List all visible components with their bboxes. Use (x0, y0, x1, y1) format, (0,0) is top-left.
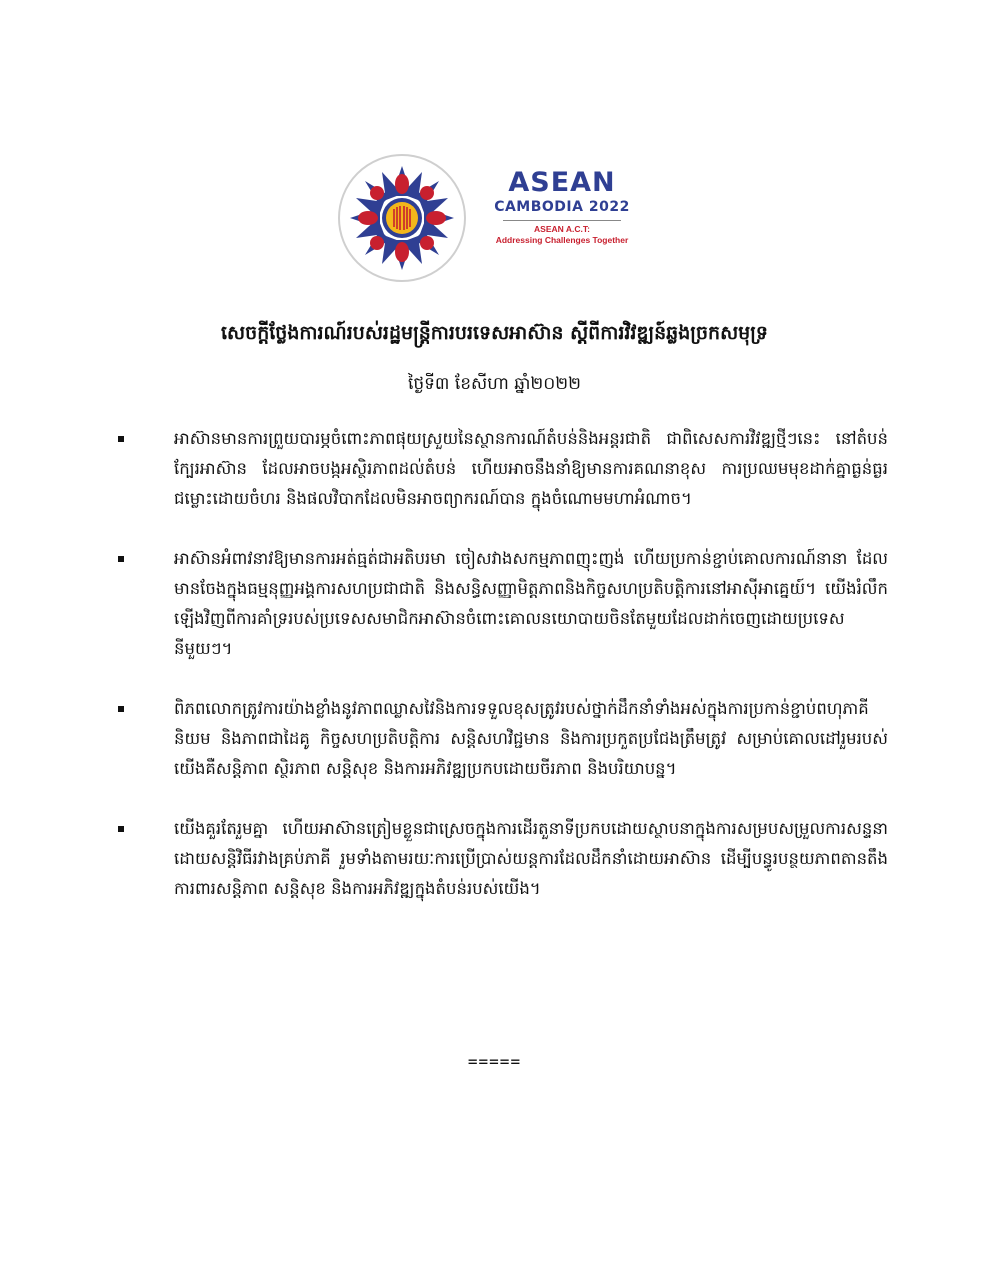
statement-list (118, 424, 888, 934)
brand-subtitle: CAMBODIA 2022 (494, 199, 630, 215)
statement-item (118, 814, 888, 904)
statement-item (118, 694, 888, 784)
brand-block (482, 168, 642, 246)
brand-name: ASEAN (508, 167, 616, 198)
bullet-square-icon (118, 556, 124, 562)
statement-text: ពិភពលោកត្រូវការយ៉ាងខ្លាំងនូវភាពឈ្លាសវៃនិងការទទួលខុសត្រូវរបស់ថ្នាក់ដឹកនាំទាំងអស់ក្នុងការប្រកាន់ខ្ជាប់ពហុភាគីនិយម និងភាពជាដៃគូ កិច្ចសហប្រតិបត្តិការ សន្តិសហវិជ្ជមាន និងការប្រកួតប្រជែងត្រឹមត្រូវ សម្រាប់គោលដៅរួមរបស់យើងគឺសន្តិភាព ស្ថិរភាព សន្តិសុខ និងការអភិវឌ្ឍប្រកបដោយចីរភាព និងបរិយាបន្ន។ (174, 699, 888, 778)
statement-item (118, 544, 888, 664)
document-title: សេចក្តីថ្លែងការណ៍របស់រដ្ឋមន្ត្រីការបរទេសអាស៊ាន ស្តីពីការវិវឌ្ឍន៍ឆ្លងច្រកសមុទ្រ (221, 322, 768, 344)
statement-text: យើងគួរតែរួមគ្នា ហើយអាស៊ានត្រៀមខ្លួនជាស្រេចក្នុងការដើរតួនាទីប្រកបដោយស្ថាបនាក្នុងការសម្របសម្រួលការសន្ទនាដោយសន្តិវិធីរវាងគ្រប់ភាគី រួមទាំងតាមរយៈការប្រើប្រាស់យន្តការដែលដឹកនាំដោយអាស៊ាន ដើម្បីបន្ធូរបន្ថយភាពតានតឹង ការពារសន្តិភាព សន្តិសុខ និងការអភិវឌ្ឍក្នុងតំបន់របស់យើង។ (174, 819, 888, 898)
asean-emblem-icon (340, 156, 464, 280)
brand-tagline-acronym: ASEAN A.C.T: (534, 224, 590, 234)
document-date: ថ្ងៃទី៣ ខែសីហា ឆ្នាំ២០២២ (407, 374, 582, 394)
bullet-square-icon (118, 826, 124, 832)
asean-cambodia-logo (338, 154, 466, 282)
statement-item (118, 424, 888, 514)
statement-text: អាស៊ានមានការព្រួយបារម្ភចំពោះភាពផុយស្រួយនៃស្ថានការណ៍តំបន់និងអន្តរជាតិ ជាពិសេសការវិវឌ្ឍថ្មីៗនេះ នៅតំបន់ក្បែរអាស៊ាន ដែលអាចបង្កអស្ថិរភាពដល់តំបន់ ហើយអាចនឹងនាំឱ្យមានការគណនាខុស ការប្រឈមមុខដាក់គ្នាធ្ងន់ធ្ងរ ជម្លោះដោយចំហរ និងផលវិបាកដែលមិនអាចព្យាករណ៍បាន ក្នុងចំណោមមហាអំណាច។ (174, 429, 888, 508)
bullet-square-icon (118, 706, 124, 712)
brand-divider (503, 220, 621, 221)
end-of-document-mark: ===== (467, 1052, 522, 1071)
letterhead (338, 150, 658, 280)
bullet-square-icon (118, 436, 124, 442)
statement-text: អាស៊ានអំពាវនាវឱ្យមានការអត់ធ្មត់ជាអតិបរមា ចៀសវាងសកម្មភាពញុះញង់ ហើយប្រកាន់ខ្ជាប់គោលការណ៍នានា ដែលមានចែងក្នុងធម្មនុញ្ញអង្គការសហប្រជាជាតិ និងសន្ធិសញ្ញាមិត្តភាពនិងកិច្ចសហប្រតិបត្តិការនៅអាស៊ីអាគ្នេយ៍។ យើងរំលឹកឡើងវិញពីការគាំទ្ររបស់ប្រទេសសមាជិកអាស៊ានចំពោះគោលនយោបាយចិនតែមួយដែលដាក់ចេញដោយប្រទេសនីមួយៗ។ (174, 549, 888, 658)
brand-tagline: Addressing Challenges Together (495, 235, 629, 245)
